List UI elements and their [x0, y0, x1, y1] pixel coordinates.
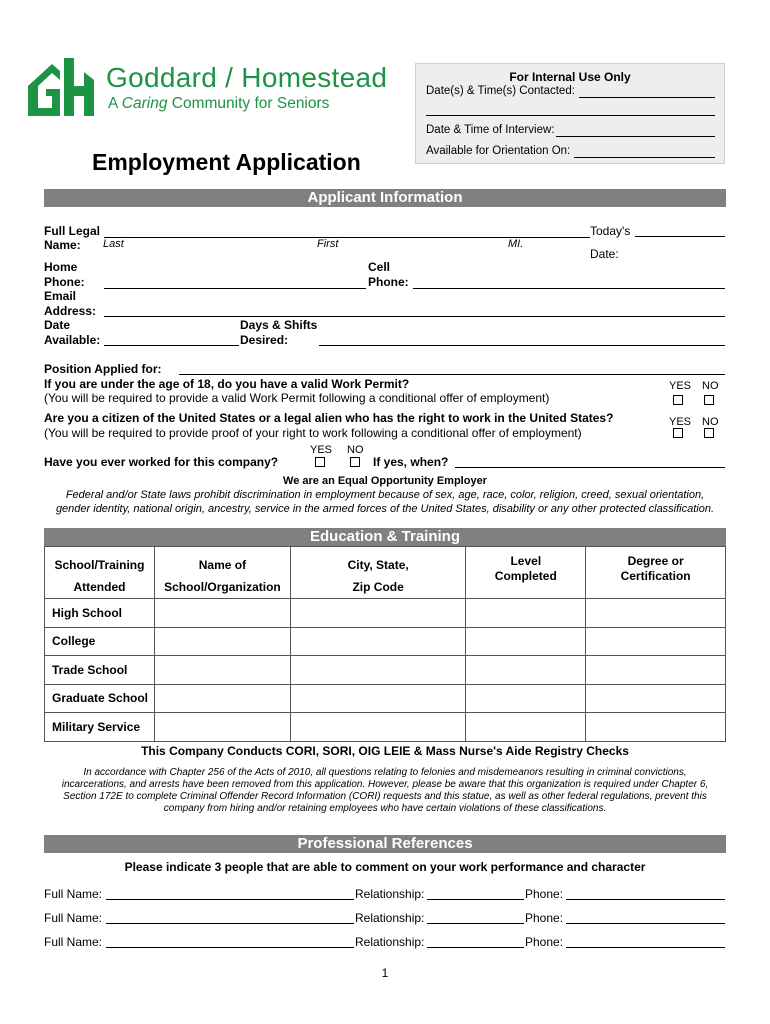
- cori-title: This Company Conducts CORI, SORI, OIG LEIE & Mass Nurse's Aide Registry Checks: [141, 744, 629, 758]
- date-label: Date:: [590, 247, 619, 261]
- ref2-phone-label: Phone:: [525, 911, 564, 925]
- education-header: Education & Training: [44, 528, 726, 546]
- degree-cell[interactable]: [586, 713, 726, 742]
- work-permit-note: (You will be required to provide a valid Work Permit following a conditional offer of employment): [44, 391, 550, 405]
- col-city-state-zip: City, State, Zip Code: [290, 547, 466, 599]
- level-cell[interactable]: [466, 713, 586, 742]
- cori-text-2: incarcerations, and arrests have been removed from this application. However, please be aware that this organization is required under Chapter 6,: [61, 779, 709, 790]
- level-cell[interactable]: [466, 627, 586, 656]
- ref2-name-label: Full Name:: [44, 911, 103, 925]
- worked-no-label: NO: [347, 444, 364, 456]
- worked-here-question: Have you ever worked for this company?: [44, 455, 279, 469]
- ref2-name-field[interactable]: [106, 923, 354, 924]
- citizen-yes-checkbox[interactable]: [673, 428, 683, 438]
- table-row: [45, 684, 726, 713]
- ref1-relationship-field[interactable]: [427, 899, 524, 900]
- logo-tagline: [108, 95, 329, 113]
- ref1-name-field[interactable]: [106, 899, 354, 900]
- work-permit-yes-checkbox[interactable]: [673, 395, 683, 405]
- degree-cell[interactable]: [586, 684, 726, 713]
- eoe-title: We are an Equal Opportunity Employer: [283, 475, 487, 487]
- full-legal-label: Full Legal: [44, 224, 101, 238]
- cori-text-4: company from hiring and/or retaining employees who have certain violations of these classifications.: [163, 803, 607, 814]
- date-available-label: Date: [44, 318, 71, 332]
- home-phone-field[interactable]: [104, 288, 366, 289]
- table-row: [45, 713, 726, 742]
- work-permit-no-checkbox[interactable]: [704, 395, 714, 405]
- col-degree-certification: Degree or Certification: [586, 547, 726, 599]
- todays-label: Today's: [590, 224, 631, 238]
- col-name-of-school: Name of School/Organization: [154, 547, 290, 599]
- ref3-phone-field[interactable]: [566, 947, 725, 948]
- school-name-cell[interactable]: [154, 656, 290, 685]
- ref3-name-field[interactable]: [106, 947, 354, 948]
- degree-cell[interactable]: [586, 599, 726, 628]
- logo: [26, 56, 406, 118]
- table-row: [45, 599, 726, 628]
- address-label: Address:: [44, 304, 97, 318]
- col-school-training: School/Training Attended: [45, 547, 155, 599]
- days-shifts-field[interactable]: [319, 345, 725, 346]
- tagline-prefix: A: [108, 95, 122, 112]
- references-intro: Please indicate 3 people that are able to comment on your work performance and character: [124, 860, 646, 874]
- ref3-relationship-label: Relationship:: [355, 935, 425, 949]
- row-label: Graduate School: [45, 684, 155, 713]
- city-cell[interactable]: [290, 627, 466, 656]
- worked-no-checkbox[interactable]: [350, 457, 360, 467]
- cori-text-1: In accordance with Chapter 256 of the Acts of 2010, all questions relating to felonies and misdemeanors resulting in criminal convictions,: [83, 767, 687, 778]
- internal-use-box: [415, 63, 725, 164]
- school-name-cell[interactable]: [154, 627, 290, 656]
- desired-label: Desired:: [240, 333, 289, 347]
- interview-date-field[interactable]: [556, 136, 715, 137]
- worked-yes-label: YES: [310, 444, 333, 456]
- email-label: Email: [44, 289, 77, 303]
- form-title: Employment Application: [92, 149, 361, 175]
- ref3-name-label: Full Name:: [44, 935, 103, 949]
- work-permit-question: If you are under the age of 18, do you have a valid Work Permit?: [44, 377, 410, 391]
- level-cell[interactable]: [466, 599, 586, 628]
- row-label: Trade School: [45, 656, 155, 685]
- ref3-relationship-field[interactable]: [427, 947, 524, 948]
- ref1-phone-label: Phone:: [525, 887, 564, 901]
- education-header-row: [45, 547, 726, 599]
- last-sublabel: Last: [103, 238, 124, 250]
- work-permit-yes-label: YES: [669, 380, 692, 392]
- citizen-no-checkbox[interactable]: [704, 428, 714, 438]
- ref1-name-label: Full Name:: [44, 887, 103, 901]
- logo-title: Goddard / Homestead: [106, 62, 388, 93]
- cell-phone-field[interactable]: [413, 288, 725, 289]
- row-label: Military Service: [45, 713, 155, 742]
- eoe-text-1: Federal and/or State laws prohibit discrimination in employment because of sex, age, race, color, religion, creed, sexual orientation,: [65, 489, 705, 501]
- orientation-field[interactable]: [574, 157, 715, 158]
- worked-yes-checkbox[interactable]: [315, 457, 325, 467]
- row-label: High School: [45, 599, 155, 628]
- col-level-completed: Level Completed: [466, 547, 586, 599]
- interview-date-label: Date & Time of Interview:: [426, 124, 555, 136]
- school-name-cell[interactable]: [154, 713, 290, 742]
- internal-use-title: For Internal Use Only: [509, 70, 631, 84]
- citizen-question: Are you a citizen of the United States or a legal alien who has the right to work in the United States?: [44, 411, 614, 425]
- ref1-relationship-label: Relationship:: [355, 887, 425, 901]
- date-available-field[interactable]: [104, 345, 239, 346]
- school-name-cell[interactable]: [154, 684, 290, 713]
- email-field[interactable]: [104, 316, 725, 317]
- first-sublabel: First: [317, 238, 339, 250]
- todays-date-field[interactable]: [635, 236, 725, 237]
- ref2-phone-field[interactable]: [566, 923, 725, 924]
- home-label: Home: [44, 260, 78, 274]
- citizen-note: (You will be required to provide proof of your right to work following a conditional offer of employment): [44, 426, 582, 440]
- work-permit-no-label: NO: [702, 380, 719, 392]
- position-label: Position Applied for:: [44, 362, 162, 376]
- ref2-relationship-field[interactable]: [427, 923, 524, 924]
- dates-contacted-field[interactable]: [579, 97, 715, 98]
- mi-sublabel: MI.: [508, 238, 524, 250]
- degree-cell[interactable]: [586, 656, 726, 685]
- table-row: [45, 656, 726, 685]
- tagline-caring: Caring: [121, 95, 168, 112]
- tagline-suffix: Community for Seniors: [167, 95, 330, 112]
- dates-contacted-label: Date(s) & Time(s) Contacted:: [426, 85, 575, 97]
- table-row: [45, 627, 726, 656]
- cell-phone-label: Phone:: [368, 275, 409, 289]
- name-label: Name:: [44, 238, 81, 252]
- city-cell[interactable]: [290, 599, 466, 628]
- position-field[interactable]: [179, 374, 725, 375]
- level-cell[interactable]: [466, 684, 586, 713]
- ref3-phone-label: Phone:: [525, 935, 564, 949]
- references-header: Professional References: [44, 835, 726, 853]
- dates-contacted-field-2[interactable]: [426, 115, 715, 116]
- ref1-phone-field[interactable]: [566, 899, 725, 900]
- degree-cell[interactable]: [586, 627, 726, 656]
- applicant-info-header: Applicant Information: [44, 189, 726, 207]
- home-phone-label: Phone:: [44, 275, 85, 289]
- logo-mark-icon: [26, 56, 98, 116]
- cell-label: Cell: [368, 260, 391, 274]
- school-name-cell[interactable]: [154, 599, 290, 628]
- if-yes-when-label: If yes, when?: [373, 455, 449, 469]
- available-label: Available:: [44, 333, 101, 347]
- ref2-relationship-label: Relationship:: [355, 911, 425, 925]
- level-cell[interactable]: [466, 656, 586, 685]
- education-table: [44, 546, 726, 742]
- city-cell[interactable]: [290, 656, 466, 685]
- if-yes-when-field[interactable]: [455, 467, 725, 468]
- citizen-no-label: NO: [702, 416, 719, 428]
- eoe-text-2: gender identity, national origin, ancestry, service in the armed forces of the United States, disability or any other protected classification.: [55, 503, 715, 515]
- citizen-yes-label: YES: [669, 416, 692, 428]
- row-label: College: [45, 627, 155, 656]
- days-shifts-label: Days & Shifts: [240, 318, 318, 332]
- city-cell[interactable]: [290, 684, 466, 713]
- cori-text-3: Section 172E to complete Criminal Offender Record Information (CORI) requests and this statue, as well as other federal regulations, prevent this: [63, 791, 707, 802]
- city-cell[interactable]: [290, 713, 466, 742]
- page-number: 1: [381, 966, 389, 980]
- orientation-label: Available for Orientation On:: [426, 145, 571, 157]
